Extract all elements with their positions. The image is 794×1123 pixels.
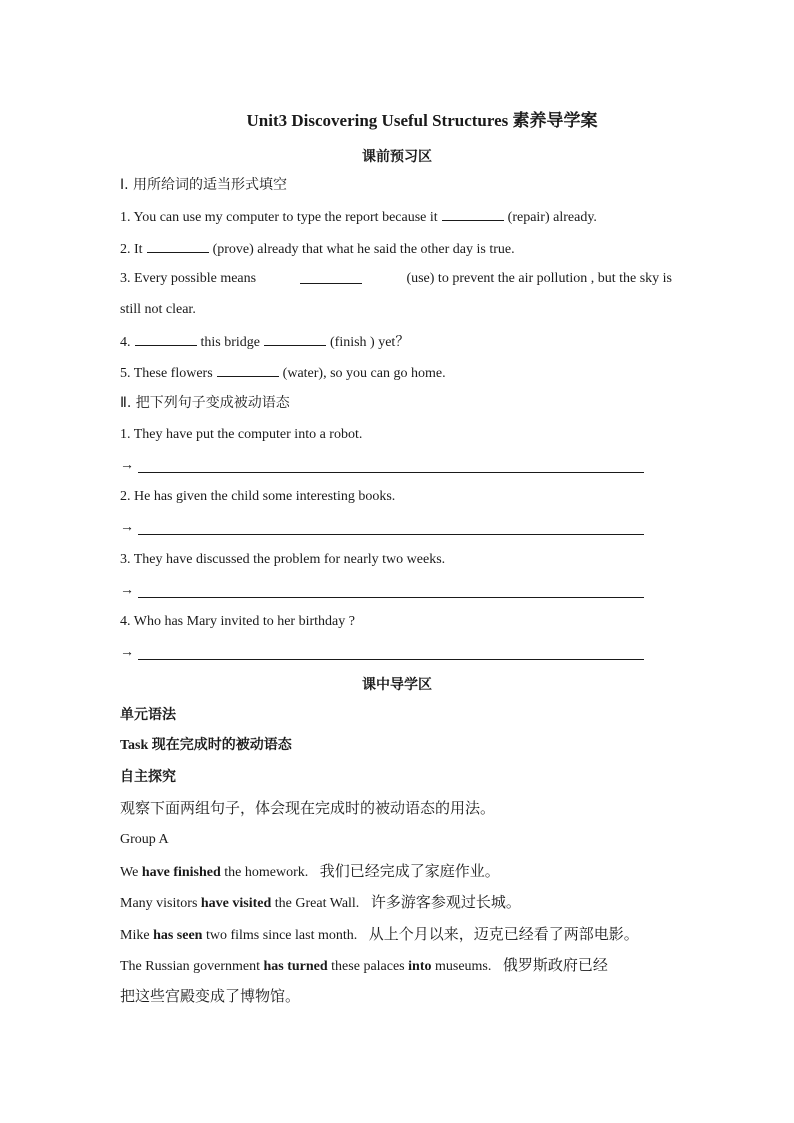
answer-underline: [138, 659, 644, 660]
example-sentence-1: [120, 861, 500, 883]
part1-question-3: [120, 269, 672, 289]
part1-question-4: [120, 331, 409, 353]
question-hint: (use) to prevent the air pollution , but the sky is: [406, 271, 672, 286]
answer-blank[interactable]: [264, 331, 326, 346]
question-number: 4.: [120, 335, 131, 350]
question-text: 2. It: [120, 242, 143, 257]
example-text: museums.: [431, 959, 492, 974]
answer-blank[interactable]: [217, 362, 279, 377]
arrow-icon: →: [120, 583, 134, 598]
part2-question-1: 1. They have put the computer into a robot.: [120, 427, 363, 442]
part1-question-1: [120, 206, 597, 228]
section-preview-heading: 课前预习区: [362, 149, 432, 165]
example-sentence-3: [120, 924, 639, 946]
part2-question-3: 3. They have discussed the problem for nearly two weeks.: [120, 552, 446, 567]
question-text: this bridge: [200, 335, 260, 350]
example-translation: 我们已经完成了家庭作业。: [319, 862, 500, 880]
answer-blank[interactable]: [442, 206, 504, 221]
answer-line-3[interactable]: [120, 581, 644, 601]
answer-blank[interactable]: [147, 238, 209, 253]
example-translation: 许多游客参观过长城。: [370, 893, 521, 911]
answer-line-2[interactable]: [120, 518, 644, 538]
example-text: The Russian government: [120, 959, 264, 974]
example-text: two films since last month.: [202, 928, 358, 943]
arrow-icon: →: [120, 520, 134, 535]
part1-question-2: [120, 238, 515, 260]
example-verb: have visited: [200, 896, 272, 911]
example-text: Many visitors: [120, 896, 201, 911]
arrow-icon: →: [120, 458, 134, 473]
question-text: 1. You can use my computer to type the report because it: [120, 210, 438, 225]
question-hint: (repair) already.: [507, 210, 597, 225]
arrow-icon: →: [120, 645, 134, 660]
question-hint: (finish ) yet？: [330, 335, 410, 350]
example-verb: has turned: [263, 959, 328, 974]
explore-heading: 自主探究: [120, 769, 176, 785]
part1-question-3-continued: still not clear.: [120, 302, 196, 317]
example-preposition: into: [408, 959, 432, 974]
question-text: 5. These flowers: [120, 366, 213, 381]
part2-heading: Ⅱ. 把下列句子变成被动语态: [120, 395, 290, 411]
question-hint: (prove) already that what he said the other day is true.: [212, 242, 515, 257]
section-class-heading: 课中导学区: [362, 677, 432, 693]
part1-heading: I. 用所给词的适当形式填空: [120, 177, 288, 193]
answer-underline: [138, 597, 644, 598]
part2-question-4: 4. Who has Mary invited to her birthday ?: [120, 614, 355, 629]
example-text: We: [120, 865, 142, 880]
answer-underline: [138, 534, 644, 535]
answer-blank[interactable]: [300, 269, 362, 284]
example-text: Mike: [120, 928, 154, 943]
page-title: Unit3 Discovering Useful Structures 素养导学案: [246, 111, 598, 130]
part1-question-5: [120, 362, 446, 384]
example-verb: has seen: [153, 928, 203, 943]
grammar-heading: 单元语法: [120, 707, 176, 723]
answer-line-4[interactable]: [120, 643, 644, 663]
group-a-label: Group A: [120, 832, 169, 847]
example-sentence-4: [120, 955, 608, 977]
example-sentence-2: [120, 892, 521, 914]
task-heading: Task 现在完成时的被动语态: [120, 738, 292, 753]
answer-blank[interactable]: [135, 331, 197, 346]
answer-line-1[interactable]: [120, 456, 644, 476]
example-translation: 俄罗斯政府已经: [502, 956, 608, 974]
example-translation-continued: 把这些宫殿变成了博物馆。: [120, 987, 301, 1005]
example-text: the homework.: [220, 865, 309, 880]
example-text: these palaces: [327, 959, 409, 974]
example-verb: have finished: [141, 865, 221, 880]
question-hint: (water), so you can go home.: [282, 366, 446, 381]
answer-underline: [138, 472, 644, 473]
question-text: 3. Every possible means: [120, 271, 257, 286]
instruction-text: 观察下面两组句子，体会现在完成时的被动语态的用法。: [120, 799, 496, 817]
example-translation: 从上个月以来，迈克已经看了两部电影。: [368, 925, 639, 943]
example-text: the Great Wall.: [271, 896, 360, 911]
part2-question-2: 2. He has given the child some interesting books.: [120, 489, 396, 504]
